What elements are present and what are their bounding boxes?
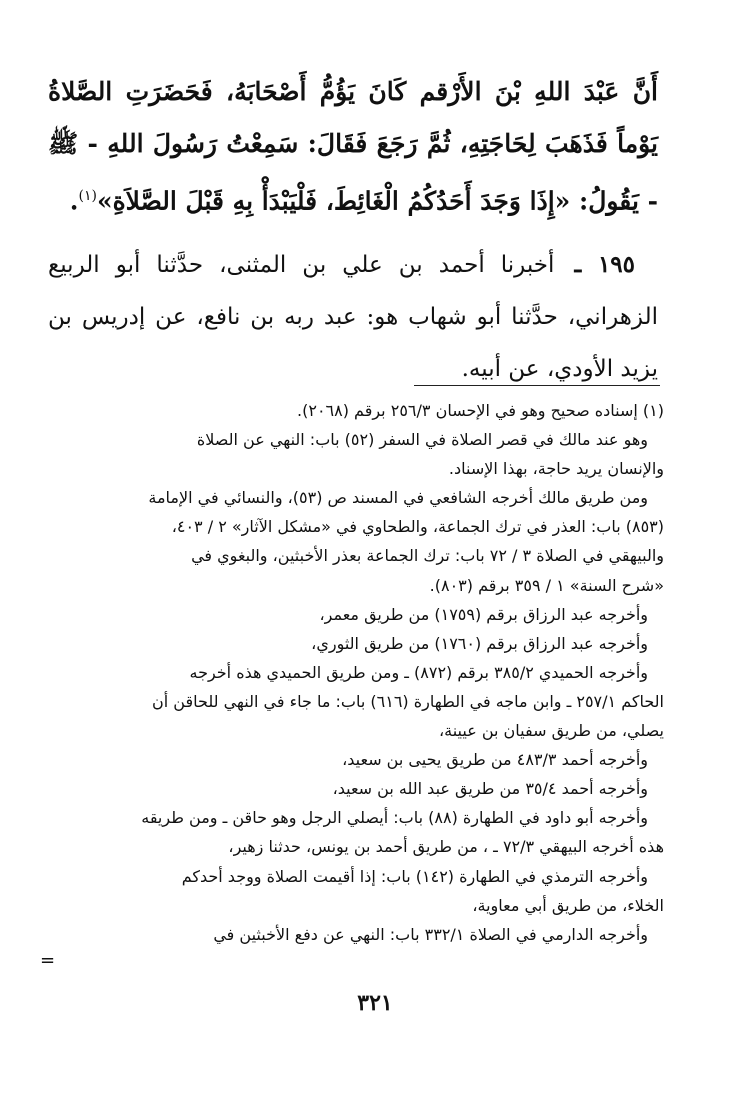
footnote-line: وأخرجه الحميدي ٣٨٥/٢ برقم (٨٧٢) ـ ومن طريق الحميدي هذه أخرجه [189,662,648,682]
footnote-line: الحاكم ٢٥٧/١ ـ وابن ماجه في الطهارة (٦١٦) باب: ما جاء في النهي للحاقن أن [152,691,664,711]
footnote-line: (٨٥٣) باب: العذر في ترك الجماعة، والطحاوي في «مشكل الآثار» ٢ / ٤٠٣، [171,517,664,537]
footnote-line: وأخرجه أحمد ٣٥/٤ من طريق عبد الله بن سعيد، [332,779,648,799]
footnote-line: يصلي، من طريق سفيان بن عيينة، [438,721,664,741]
footnote-line: هذه أخرجه البيهقي ٧٢/٣ ـ ، من طريق أحمد بن يونس، حدثنا زهير، [228,837,664,857]
narration-text: أخبرنا أحمد بن علي بن المثنى، حدَّثنا أبو الربيع الزهراني، حدَّثنا أبو شهاب هو: عبد ربه بن نافع، عن إدريس بن يزيد الأودي، عن أبيه. [48,252,658,383]
hadith-text: أَنَّ عَبْدَ اللهِ بْنَ الأَرْقم كَانَ يَؤُمُّ أَصْحَابَهُ، فَحَضَرَتِ الصَّلاةُ يَوْماً فَذَهَبَ لِحَاجَتِهِ، ثُمَّ رَجَعَ فَقَالَ: سَمِعْتُ رَسُولَ اللهِ - ﷺ - يَقُولُ: «إِذَا وَجَدَ أَحَدُكُمُ الْغَائِطَ، فَلْيَبْدَأْ بِهِ قَبْلَ الصَّلاَةِ» [48,77,658,216]
footnote-line: (١) إسناده صحيح وهو في الإحسان ٢٥٦/٣ برقم (٢٠٦٨). [297,401,664,420]
footnote-line: وأخرجه الترمذي في الطهارة (١٤٢) باب: إذا أقيمت الصلاة ووجد أحدكم [181,866,648,886]
footnote-separator [414,385,660,386]
footnote-line: الخلاء، من طريق أبي معاوية، [472,895,664,915]
footnote-line: ومن طريق مالك أخرجه الشافعي في المسند ص (٥٣)، والنسائي في الإمامة [148,488,648,508]
footnotes [44,396,664,949]
footnote-reference: (١) [78,188,97,204]
narration-number: ١٩٥ ـ [574,251,636,279]
footnote-line: وأخرجه أبو داود في الطهارة (٨٨) باب: أيصلي الرجل وهو حاقن ـ ومن طريقه [141,808,648,828]
footnote-line: والإنسان يريد حاجة، بهذا الإسناد. [448,459,664,479]
footnote-line: والبيهقي في الصلاة ٣ / ٧٢ باب: ترك الجماعة بعذر الأخبثين، والبغوي في [191,546,664,566]
narration-paragraph [48,239,658,395]
footnote-line: وأخرجه الدارمي في الصلاة ٣٣٢/١ باب: النهي عن دفع الأخبثين في [213,924,648,944]
footnote-line: وأخرجه عبد الرزاق برقم (١٧٦٠) من طريق الثوري، [311,633,648,653]
main-text [48,66,658,395]
hadith-paragraph [48,66,658,227]
continuation-mark: = [40,950,56,971]
footnote-line: «شرح السنة» ١ / ٣٥٩ برقم (٨٠٣). [429,575,664,595]
page-number: ٣٢١ [357,990,393,1016]
footnote-line: وهو عند مالك في قصر الصلاة في السفر (٥٢) باب: النهي عن الصلاة [196,430,648,450]
footnote-line: وأخرجه أحمد ٤٨٣/٣ من طريق يحيى بن سعيد، [342,750,648,770]
footnote-line: وأخرجه عبد الرزاق برقم (١٧٥٩) من طريق معمر، [319,604,648,624]
hadith-end: . [69,186,79,216]
